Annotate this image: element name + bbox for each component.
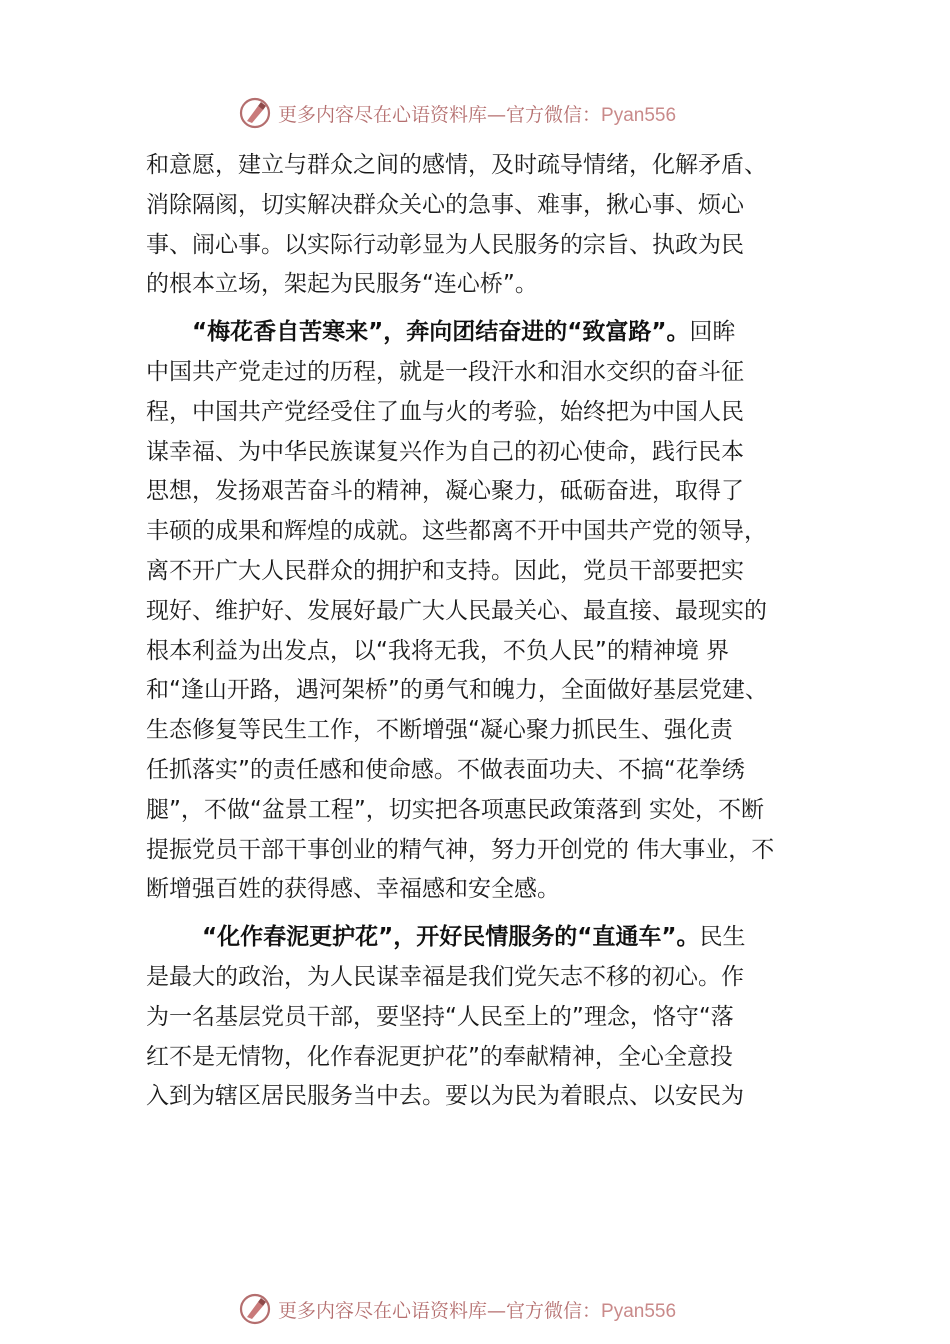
pen-nib-circle-icon [238, 96, 272, 130]
watermark-id: Pyan556 [601, 1300, 677, 1322]
article-body [146, 146, 846, 1117]
text-line: 离不开广大人民群众的拥护和支持。因此，党员干部要把实 [146, 557, 744, 584]
text-line: 腿”，不做“盆景工程”，切实把各项惠民政策落到 实处，不断 [146, 796, 765, 823]
text-line: 入到为辖区居民服务当中去。要以为民为着眼点、以安民为 [146, 1083, 744, 1110]
text-line: 根本利益为出发点，以“我将无我，不负人民”的精神境 界 [146, 637, 730, 664]
paragraph-3 [146, 918, 846, 1117]
watermark-footer [238, 1292, 738, 1326]
paragraph-1 [146, 146, 846, 305]
text-line: 红不是无情物，化作春泥更护花”的奉献精神，全心全意投 [146, 1043, 733, 1070]
section-heading: “化作春泥更护花”，开好民情服务的“直通车”。 [202, 924, 700, 951]
paragraph-2 [146, 313, 846, 910]
pen-nib-circle-icon [238, 1292, 272, 1326]
text-line: 谋幸福、为中华民族谋复兴作为自己的初心使命，践行民本 [146, 438, 744, 465]
text-line: 思想，发扬艰苦奋斗的精神，凝心聚力，砥砺奋进，取得了 [146, 478, 744, 505]
text-line: 生态修复等民生工作，不断增强“凝心聚力抓民生、强化责 [146, 717, 733, 744]
text-line: 中国共产党走过的历程，就是一段汗水和泪水交织的奋斗征 [146, 358, 744, 385]
text-line: 现好、维护好、发展好最广大人民最关心、最直接、最现实的 [146, 597, 767, 624]
text-line: 提振党员干部干事创业的精气神，努力开创党的 伟大事业，不 [146, 836, 775, 863]
watermark-text: 更多内容尽在心语资料库—官方微信：Pyan556 [278, 103, 677, 126]
watermark-text: 更多内容尽在心语资料库—官方微信：Pyan556 [278, 1299, 677, 1322]
text-line: 断增强百姓的获得感、幸福感和安全感。 [146, 876, 560, 903]
paragraph-first-line: “梅花香自苦寒来”，奔向团结奋进的“致富路”。回眸 [192, 319, 736, 346]
watermark-id: Pyan556 [601, 104, 677, 126]
text-line: 是最大的政治，为人民谋幸福是我们党矢志不移的初心。作 [146, 963, 744, 990]
paragraph-first-line: “化作春泥更护花”，开好民情服务的“直通车”。民生 [202, 924, 746, 951]
text-line: 的根本立场，架起为民服务“连心桥”。 [146, 271, 538, 298]
section-heading: “梅花香自苦寒来”，奔向团结奋进的“致富路”。 [192, 319, 690, 346]
text-line: 程，中国共产党经受住了血与火的考验，始终把为中国人民 [146, 398, 744, 425]
text-line: 消除隔阂，切实解决群众关心的急事、难事，揪心事、烦心 [146, 191, 744, 218]
text-line: 和意愿，建立与群众之间的感情，及时疏导情绪，化解矛盾、 [146, 152, 767, 178]
text-line: 丰硕的成果和辉煌的成就。这些都离不开中国共产党的领导， [146, 518, 767, 545]
text-line: 任抓落实”的责任感和使命感。不做表面功夫、不搞“花拳绣 [146, 756, 745, 783]
watermark-header [238, 96, 738, 130]
text-line: 事、闹心事。以实际行动彰显为人民服务的宗旨、执政为民 [146, 231, 744, 258]
text-line: 为一名基层党员干部，要坚持“人民至上的”理念，恪守“落 [146, 1003, 734, 1030]
text-line: 和“逢山开路，遇河架桥”的勇气和魄力，全面做好基层党建、 [146, 677, 768, 704]
